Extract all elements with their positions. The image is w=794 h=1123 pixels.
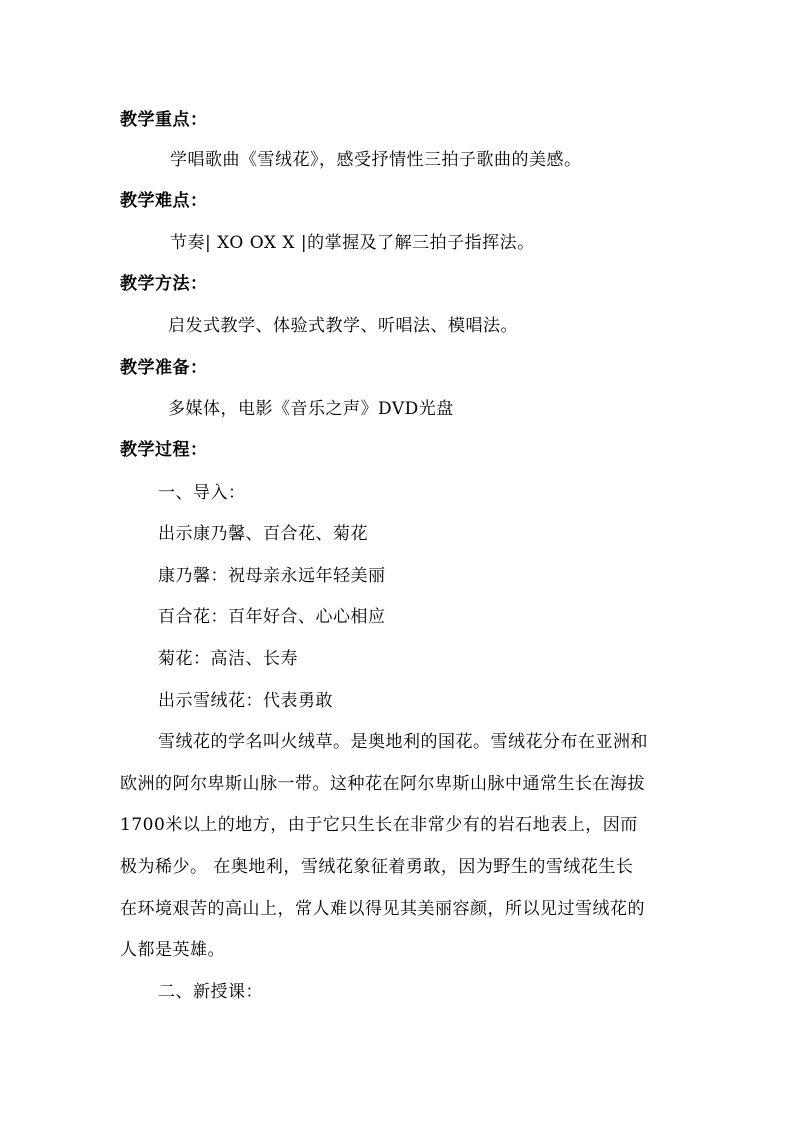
methods-content: 启发式教学、体验式教学、听唱法、模唱法。 — [168, 316, 518, 336]
process-line: 百合花：百年好合、心心相应 — [158, 607, 386, 627]
process-line: 康乃馨：祝母亲永远年轻美丽 — [158, 566, 386, 586]
paragraph-line: 欧洲的阿尔卑斯山脉一带。这种花在阿尔卑斯山脉中通常生长在海拔 — [120, 774, 645, 794]
difficulties-heading: 教学难点： — [120, 191, 208, 211]
key-points-content: 学唱歌曲《雪绒花》，感受抒情性三拍子歌曲的美感。 — [170, 150, 582, 170]
paragraph-line: 1700米以上的地方，由于它只生长在非常少有的岩石地表上，因而 — [120, 815, 638, 835]
paragraph-line: 雪绒花的学名叫火绒草。是奥地利的国花。雪绒花分布在亚洲和 — [158, 732, 648, 752]
process-line: 出示雪绒花：代表勇敢 — [158, 691, 333, 711]
preparation-content: 多媒体，电影《音乐之声》DVD光盘 — [168, 399, 454, 419]
process-heading: 教学过程： — [120, 440, 208, 460]
new-lesson-heading: 二、新授课： — [158, 982, 263, 1002]
process-line: 出示康乃馨、百合花、菊花 — [158, 524, 368, 544]
methods-heading: 教学方法： — [120, 274, 208, 294]
difficulties-content: 节奏| XO OX X |的掌握及了解三拍子指挥法。 — [170, 233, 535, 253]
preparation-heading: 教学准备： — [120, 358, 208, 378]
key-points-heading: 教学重点： — [120, 110, 208, 130]
process-line: 一、导入： — [158, 483, 246, 503]
paragraph-line: 人都是英雄。 — [120, 940, 225, 960]
process-line: 菊花：高洁、长寿 — [158, 649, 298, 669]
paragraph-line: 极为稀少。 在奥地利，雪绒花象征着勇敢，因为野生的雪绒花生长 — [120, 857, 634, 877]
paragraph-line: 在环境艰苦的高山上，常人难以得见其美丽容颜，所以见过雪绒花的 — [120, 899, 645, 919]
